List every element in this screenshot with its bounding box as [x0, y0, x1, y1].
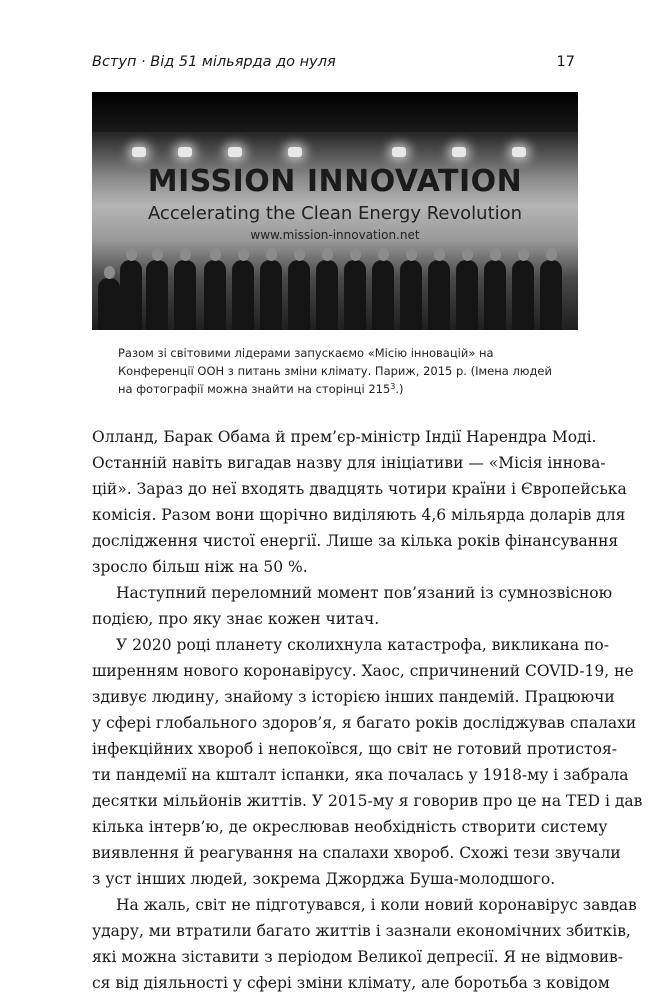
text-line: комісія. Разом вони щорічно виділяють 4,6 мільярда доларів для — [92, 506, 626, 524]
running-header — [92, 54, 575, 76]
spotlight-icon — [132, 147, 146, 157]
person-figure — [174, 260, 196, 330]
person-figure — [260, 260, 282, 330]
person-figure — [98, 278, 120, 330]
text-line: які можна зіставити з періодом Великої депресії. Я не відмовив- — [92, 948, 623, 966]
spotlight-icon — [452, 147, 466, 157]
text-line: У 2020 році планету сколихнула катастрофа, викликана по- — [116, 636, 609, 654]
text-line: подією, про яку знає кожен читач. — [92, 610, 380, 628]
mission-innovation-banner — [92, 164, 578, 242]
spotlight-icon — [178, 147, 192, 157]
text-line: Наступний переломний момент пов’язаний із сумнозвісною — [116, 584, 613, 602]
caption-tail: .) — [395, 382, 404, 396]
leaders-group — [92, 240, 578, 330]
banner-subtitle: Accelerating the Clean Energy Revolution — [147, 203, 523, 224]
text-line: у сфері глобального здоров’я, я багато років досліджував спалахи — [92, 714, 637, 732]
spotlight-icon — [512, 147, 526, 157]
text-line: здивує людину, знайому з історією інших пандемій. Працюючи — [92, 688, 615, 706]
text-line: інфекційних хвороб і непокоївся, що світ не готовий протистоя- — [92, 740, 617, 758]
person-figure — [204, 260, 226, 330]
person-figure — [316, 260, 338, 330]
person-figure — [484, 260, 506, 330]
person-figure — [120, 260, 142, 330]
text-line: ся від діяльності у сфері зміни клімату, але боротьба з ковідом — [92, 974, 610, 992]
text-line: ти пандемії на кшталт іспанки, яка почалась у 1918-му і забрала — [92, 766, 629, 784]
text-line: Останній навіть вигадав назву для ініціативи — «Місія іннова- — [92, 454, 606, 472]
person-figure — [400, 260, 422, 330]
person-figure — [512, 260, 534, 330]
text-line: кілька інтерв’ю, де окреслював необхідність створити систему — [92, 818, 608, 836]
banner-url: www.mission-innovation.net — [250, 228, 420, 242]
text-line: цій». Зараз до неї входять двадцять чотири країни і Європейська — [92, 480, 627, 498]
text-line: зросло більш ніж на 50 %. — [92, 558, 308, 576]
spotlight-icon — [392, 147, 406, 157]
paragraph — [92, 424, 627, 580]
stage-lights — [92, 92, 578, 132]
text-line: На жаль, світ не підготувався, і коли новий коронавірус завдав — [116, 896, 637, 914]
paragraph — [92, 632, 643, 892]
person-figure — [146, 260, 168, 330]
photo-caption — [118, 344, 566, 398]
running-title: Вступ · Від 51 мільярда до нуля — [92, 54, 336, 70]
page-number: 17 — [556, 54, 575, 70]
footnote-ref: 3 — [390, 382, 396, 391]
text-line: десятки мільйонів життів. У 2015-му я говорив про це на TED і дав — [92, 792, 643, 810]
text-line: ширенням нового коронавірусу. Хаос, спричинений COVID-19, не — [92, 662, 634, 680]
text-line: виявлення й реагування на спалахи хвороб. Схожі тези звучали — [92, 844, 621, 862]
banner-title: MISSION INNOVATION — [147, 164, 523, 199]
person-figure — [344, 260, 366, 330]
person-figure — [540, 260, 562, 330]
person-figure — [428, 260, 450, 330]
person-figure — [288, 260, 310, 330]
person-figure — [456, 260, 478, 330]
text-line: дослідження чистої енергії. Лише за кілька років фінансування — [92, 532, 619, 550]
body-text — [92, 424, 643, 996]
paragraph — [92, 892, 637, 996]
spotlight-icon — [288, 147, 302, 157]
text-line: з уст інших людей, зокрема Джорджа Буша-молодшого. — [92, 870, 556, 888]
person-figure — [232, 260, 254, 330]
event-photo — [92, 92, 578, 330]
person-figure — [372, 260, 394, 330]
spotlight-icon — [228, 147, 242, 157]
text-line: удару, ми втратили багато життів і зазнали економічних збитків, — [92, 922, 631, 940]
paragraph — [92, 580, 613, 632]
text-line: Олланд, Барак Обама й прем’єр-міністр Індії Нарендра Моді. — [92, 428, 597, 446]
caption-text: Разом зі світовими лідерами запускаємо «Місію інновацій» на Конференції ООН з питань зміни клімату. Париж, 2015 р. (Імена людей на фотографії можна знайти на сторінці 215 — [118, 346, 552, 396]
